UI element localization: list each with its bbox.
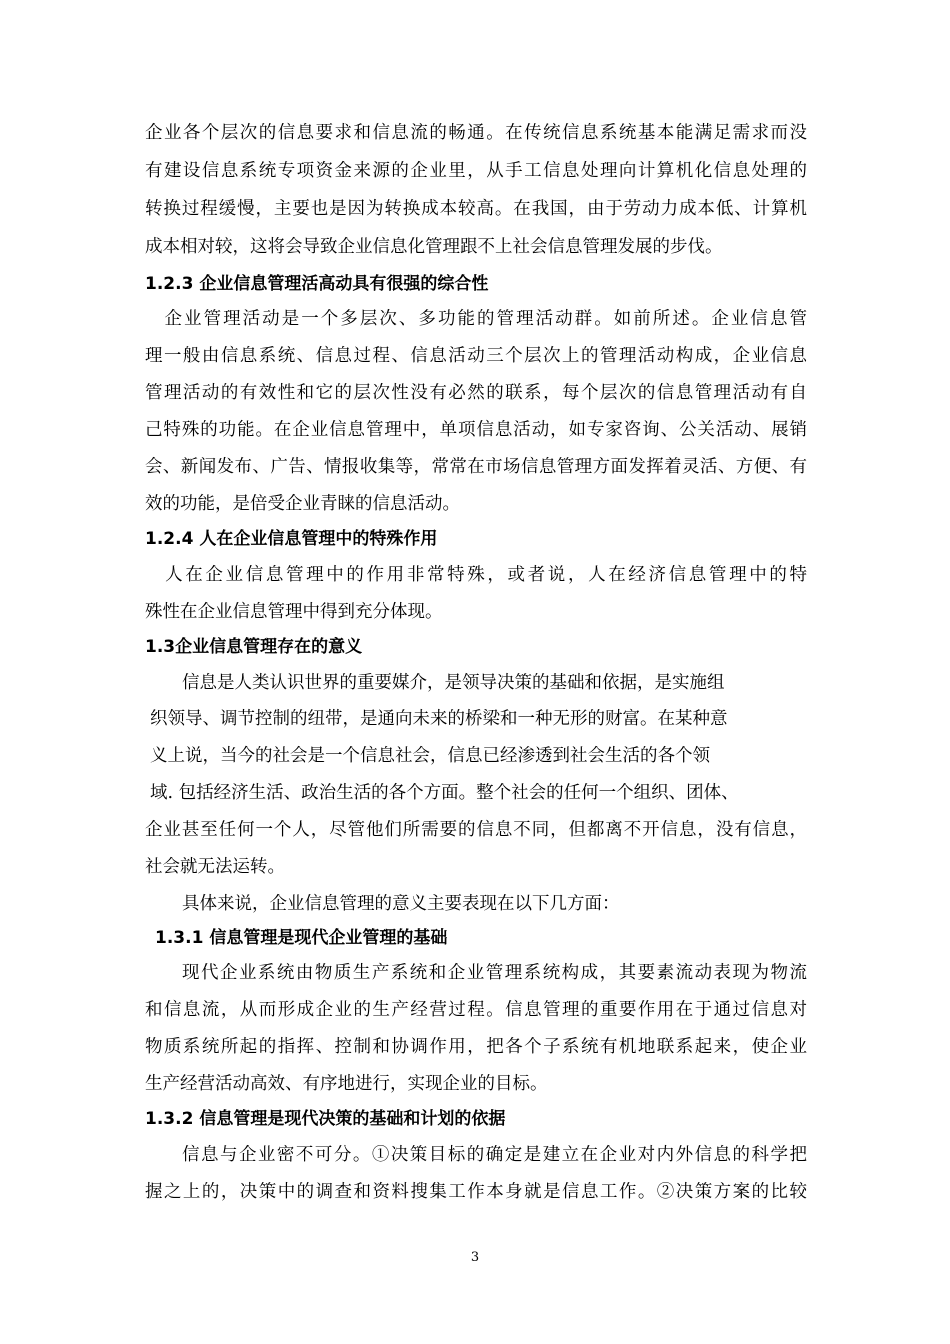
paragraph-line: 有建设信息系统专项资金来源的企业里，从手工信息处理向计算机化信息处理的 xyxy=(145,161,807,181)
section-heading-1-2-3: 1.2.3 企业信息管理活高动具有很强的综合性 xyxy=(145,274,489,294)
paragraph-line: 转换过程缓慢，主要也是因为转换成本较高。在我国，由于劳动力成本低、计算机 xyxy=(145,199,807,219)
section-heading-1-3-1: 1.3.1 信息管理是现代企业管理的基础 xyxy=(155,928,448,948)
section-heading-1-2-4: 1.2.4 人在企业信息管理中的特殊作用 xyxy=(145,529,438,549)
paragraph-line: 现代企业系统由物质生产系统和企业管理系统构成，其要素流动表现为物流 xyxy=(182,963,807,983)
paragraph-line: 域. 包括经济生活、政治生活的各个方面。整个社会的任何一个组织、团体、 xyxy=(150,783,739,803)
paragraph-line: 握之上的，决策中的调查和资料搜集工作本身就是信息工作。②决策方案的比较 xyxy=(145,1182,807,1202)
paragraph-line: 具体来说，企业信息管理的意义主要表现在以下几方面： xyxy=(182,894,620,914)
paragraph-line: 成本相对较，这将会导致企业信息化管理跟不上社会信息管理发展的步伐。 xyxy=(145,237,723,257)
paragraph-line: 己特殊的功能。在企业信息管理中，单项信息活动，如专家咨询、公关活动、展销 xyxy=(145,420,807,440)
paragraph-line: 织领导、调节控制的纽带，是通向未来的桥梁和一种无形的财富。在某种意 xyxy=(150,709,728,729)
page-number: 3 xyxy=(470,1250,480,1265)
paragraph-line: 社会就无法运转。 xyxy=(145,857,285,877)
paragraph-line: 信息是人类认识世界的重要媒介，是领导决策的基础和依据，是实施组 xyxy=(182,673,725,693)
paragraph-line: 人在企业信息管理中的作用非常特殊，或者说，人在经济信息管理中的特 xyxy=(145,565,807,585)
paragraph-line: 效的功能，是倍受企业青睐的信息活动。 xyxy=(145,494,460,514)
section-heading-1-3-2: 1.3.2 信息管理是现代决策的基础和计划的依据 xyxy=(145,1109,506,1129)
paragraph-line: 企业管理活动是一个多层次、多功能的管理活动群。如前所述。企业信息管 xyxy=(145,309,807,329)
paragraph-line: 管理活动的有效性和它的层次性没有必然的联系，每个层次的信息管理活动有自 xyxy=(145,383,807,403)
paragraph-line: 物质系统所起的指挥、控制和协调作用，把各个子系统有机地联系起来，使企业 xyxy=(145,1037,807,1057)
paragraph-line: 殊性在企业信息管理中得到充分体现。 xyxy=(145,602,443,622)
paragraph-line: 理一般由信息系统、信息过程、信息活动三个层次上的管理活动构成，企业信息 xyxy=(145,346,807,366)
section-heading-1-3: 1.3企业信息管理存在的意义 xyxy=(145,637,363,657)
paragraph-line: 义上说，当今的社会是一个信息社会，信息已经渗透到社会生活的各个领 xyxy=(150,746,710,766)
paragraph-line: 和信息流，从而形成企业的生产经营过程。信息管理的重要作用在于通过信息对 xyxy=(145,1000,807,1020)
paragraph-line: 信息与企业密不可分。①决策目标的确定是建立在企业对内外信息的科学把 xyxy=(182,1145,807,1165)
paragraph-line: 会、新闻发布、广告、情报收集等，常常在市场信息管理方面发挥着灵活、方便、有 xyxy=(145,457,807,477)
paragraph-line: 企业甚至任何一个人，尽管他们所需要的信息不同，但都离不开信息，没有信息， xyxy=(145,820,807,840)
paragraph-line: 生产经营活动高效、有序地进行，实现企业的目标。 xyxy=(145,1074,548,1094)
paragraph-line: 企业各个层次的信息要求和信息流的畅通。在传统信息系统基本能满足需求而没 xyxy=(145,123,807,143)
